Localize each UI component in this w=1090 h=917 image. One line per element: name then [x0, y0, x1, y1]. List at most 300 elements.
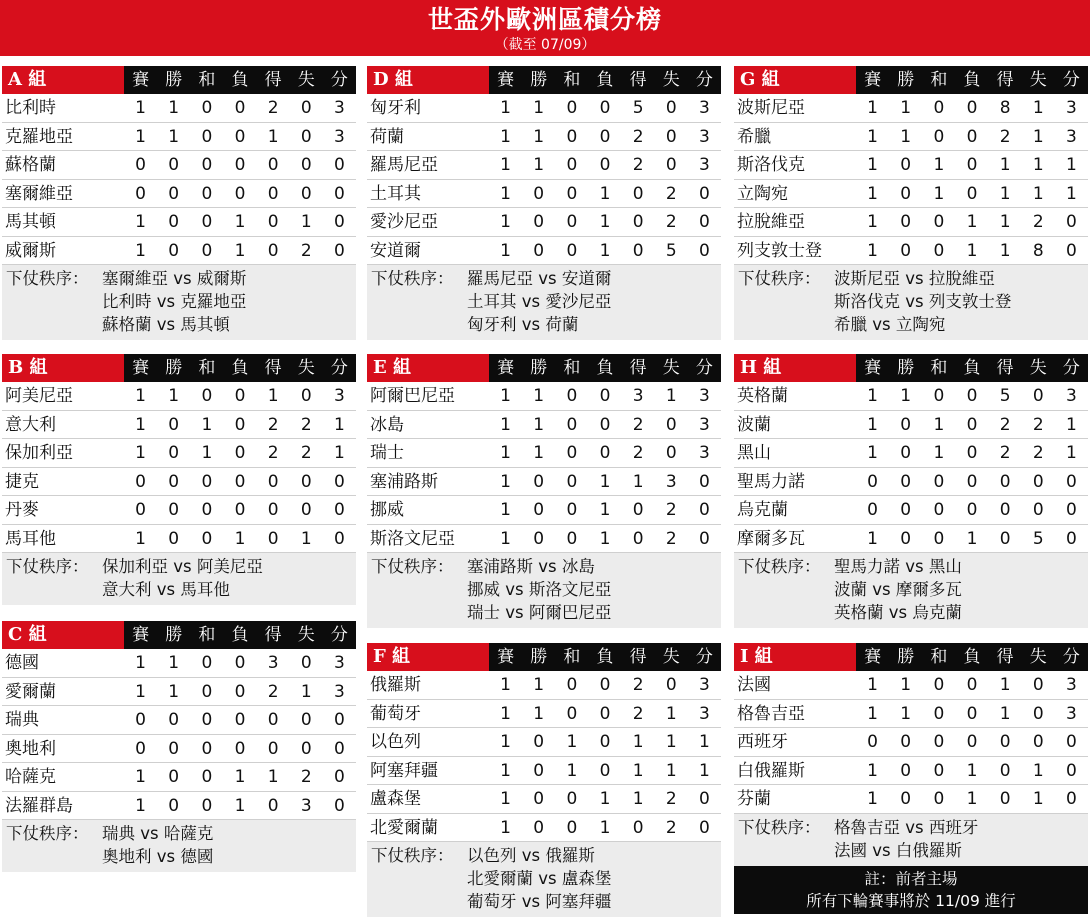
stat-cell: 2	[999, 414, 1011, 435]
stat-cell: 0	[966, 155, 978, 175]
team-name: 芬蘭	[737, 789, 771, 809]
fixture-line	[738, 816, 1088, 839]
stat-cell: 1	[900, 675, 912, 695]
fixture-match: 法國 vs 白俄羅斯	[834, 840, 962, 860]
stat-cell: 0	[632, 183, 644, 204]
team-name: 荷蘭	[370, 126, 404, 147]
next-fixtures	[2, 265, 356, 340]
stat-cell: 3	[334, 126, 345, 147]
stat-cell: 1	[599, 183, 611, 204]
column-header: 和	[198, 625, 216, 645]
table-row	[734, 237, 1088, 266]
stat-cell: 1	[334, 443, 345, 463]
group-7	[734, 354, 1088, 628]
column-header: 分	[1062, 358, 1080, 378]
team-name: 希臘	[737, 126, 771, 147]
fixture-line	[6, 290, 356, 313]
stat-cell: 0	[267, 155, 279, 175]
stat-cell: 2	[632, 703, 644, 724]
stat-cell: 1	[500, 212, 511, 232]
stat-cell: 0	[966, 183, 978, 204]
column-header: 負	[596, 70, 614, 90]
stat-cell: 2	[665, 500, 677, 520]
fixture-line	[6, 313, 356, 336]
table-row	[367, 468, 721, 497]
stat-cell: 2	[665, 528, 677, 549]
stat-cell: 5	[632, 98, 644, 118]
stat-cell: 0	[533, 212, 545, 232]
stat-cell: 0	[135, 500, 146, 520]
stat-cell: 1	[999, 675, 1011, 695]
fixture-match: 保加利亞 vs 阿美尼亞	[102, 557, 263, 576]
fixture-line	[738, 313, 1088, 336]
stat-cell: 1	[500, 183, 511, 204]
fixtures-label: 下仗秩序：	[738, 557, 821, 576]
stat-cell: 0	[699, 817, 710, 838]
table-row	[2, 439, 356, 468]
stat-cell: 0	[632, 500, 644, 520]
stat-cell: 1	[599, 528, 611, 549]
stat-cell: 0	[900, 414, 912, 435]
fixtures-label-spacer	[371, 313, 467, 336]
stat-cell: 0	[168, 471, 180, 492]
team-name: 葡萄牙	[370, 703, 421, 724]
stat-cell: 0	[933, 760, 945, 781]
group-5	[367, 643, 721, 917]
column-header: 賽	[132, 70, 150, 90]
column-header: 勝	[165, 625, 183, 645]
column-header: 賽	[864, 358, 882, 378]
fixture-match: 土耳其 vs 愛沙尼亞	[467, 292, 612, 311]
stat-cell: 0	[900, 443, 912, 463]
stat-cell: 0	[599, 760, 611, 781]
stat-cell: 0	[699, 789, 710, 809]
next-fixtures	[367, 842, 721, 917]
group-header	[367, 643, 721, 671]
column-header: 勝	[165, 70, 183, 90]
group-0	[2, 66, 356, 340]
column-header: 賽	[132, 625, 150, 645]
stat-cell: 0	[533, 732, 545, 752]
column-header: 得	[264, 70, 282, 90]
stat-cell: 0	[966, 443, 978, 463]
column-header: 分	[330, 625, 348, 645]
stat-cell: 0	[665, 155, 677, 175]
stat-cell: 3	[300, 795, 312, 816]
fixtures-label-spacer	[738, 290, 834, 313]
fixture-line	[6, 845, 356, 868]
team-name: 愛沙尼亞	[370, 212, 438, 232]
stat-cell: 0	[933, 240, 945, 261]
stat-cell: 1	[566, 732, 578, 752]
stat-cell: 0	[900, 212, 912, 232]
stat-cell: 2	[1032, 414, 1044, 435]
stat-cell: 0	[135, 155, 146, 175]
stat-cell: 0	[168, 183, 180, 204]
team-name: 瑞士	[370, 443, 404, 463]
stat-cell: 1	[1032, 789, 1044, 809]
stat-cell: 0	[933, 471, 945, 492]
stat-cell: 1	[867, 183, 878, 204]
stat-cell: 2	[300, 414, 312, 435]
stat-cell: 0	[966, 126, 978, 147]
stat-cell: 0	[267, 240, 279, 261]
stat-cell: 1	[533, 703, 545, 724]
fixture-line	[738, 578, 1088, 601]
stat-cell: 0	[201, 212, 213, 232]
stat-cell: 1	[201, 443, 213, 463]
stat-cell: 0	[1066, 528, 1077, 549]
table-row	[367, 671, 721, 700]
stat-cell: 1	[867, 528, 878, 549]
stat-cell: 0	[933, 528, 945, 549]
stat-cell: 0	[966, 98, 978, 118]
stat-cell: 1	[500, 240, 511, 261]
stat-cell: 0	[699, 240, 710, 261]
stat-cell: 2	[632, 414, 644, 435]
table-row	[367, 700, 721, 729]
stat-cell: 0	[168, 767, 180, 787]
team-name: 愛爾蘭	[5, 681, 56, 702]
fixture-match: 瑞士 vs 阿爾巴尼亞	[467, 603, 612, 622]
fixtures-label: 下仗秩序：	[6, 557, 89, 576]
stat-cell: 0	[933, 126, 945, 147]
team-name: 安道爾	[370, 240, 421, 261]
stat-cell: 0	[933, 212, 945, 232]
fixture-line	[738, 601, 1088, 624]
footnote-line-2: 所有下輪賽事將於 11/09 進行	[806, 892, 1016, 910]
stat-cell: 0	[566, 98, 578, 118]
next-fixtures	[367, 553, 721, 628]
stat-cell: 0	[1032, 500, 1044, 520]
stat-cell: 0	[135, 710, 146, 730]
stat-cell: 1	[1066, 183, 1077, 204]
team-name: 英格蘭	[737, 386, 788, 406]
stat-cell: 1	[533, 98, 545, 118]
stat-cell: 2	[300, 240, 312, 261]
group-name: A 組	[2, 66, 124, 94]
fixture-line	[6, 267, 356, 290]
stat-cell: 1	[867, 414, 878, 435]
column-header: 分	[695, 70, 713, 90]
stat-cell: 0	[699, 471, 710, 492]
column-header: 負	[963, 358, 981, 378]
column-header: 失	[662, 358, 680, 378]
stat-cell: 1	[168, 681, 180, 702]
stat-cell: 5	[1032, 528, 1044, 549]
table-row	[367, 151, 721, 180]
stat-cell: 0	[699, 183, 710, 204]
stat-cell: 0	[135, 738, 146, 759]
stat-cell: 1	[135, 414, 146, 435]
stat-cell: 1	[300, 528, 312, 549]
column-header: 賽	[864, 70, 882, 90]
fixtures-label-spacer	[738, 839, 834, 862]
stat-cell: 2	[665, 817, 677, 838]
stat-cell: 1	[267, 767, 279, 787]
stat-cell: 0	[267, 528, 279, 549]
stat-cell: 0	[300, 653, 312, 673]
stat-cell: 1	[168, 386, 180, 406]
stat-cell: 0	[867, 500, 878, 520]
table-row	[367, 814, 721, 843]
group-header	[734, 354, 1088, 382]
stat-cell: 1	[966, 528, 978, 549]
team-name: 烏克蘭	[737, 500, 788, 520]
fixtures-label-spacer	[371, 890, 467, 913]
stat-cell: 0	[599, 126, 611, 147]
table-row	[367, 496, 721, 525]
stat-cell: 0	[201, 155, 213, 175]
stat-cell: 0	[966, 386, 978, 406]
fixtures-label-spacer	[738, 601, 834, 624]
stat-cell: 2	[267, 414, 279, 435]
stat-cell: 0	[135, 183, 146, 204]
stat-cell: 1	[168, 98, 180, 118]
stat-cell: 1	[900, 703, 912, 724]
table-row	[2, 208, 356, 237]
table-row	[2, 237, 356, 266]
stat-cell: 1	[234, 240, 246, 261]
stat-cell: 0	[933, 789, 945, 809]
team-name: 瑞典	[5, 710, 39, 730]
team-name: 北愛爾蘭	[370, 817, 438, 838]
stat-cell: 2	[1032, 212, 1044, 232]
group-6	[734, 66, 1088, 340]
stat-cell: 0	[168, 155, 180, 175]
stat-cell: 0	[900, 500, 912, 520]
stat-cell: 1	[500, 386, 511, 406]
team-name: 俄羅斯	[370, 675, 421, 695]
stat-cell: 0	[867, 732, 878, 752]
stat-cell: 0	[267, 500, 279, 520]
stat-cell: 0	[1032, 703, 1044, 724]
team-name: 西班牙	[737, 732, 788, 752]
stat-cell: 0	[334, 710, 345, 730]
table-row	[367, 382, 721, 411]
stat-cell: 0	[267, 212, 279, 232]
team-name: 法國	[737, 675, 771, 695]
stat-cell: 3	[1066, 126, 1077, 147]
stat-cell: 0	[533, 183, 545, 204]
stat-cell: 0	[300, 738, 312, 759]
column-header: 失	[1029, 358, 1047, 378]
stat-cell: 2	[632, 675, 644, 695]
stat-cell: 2	[267, 98, 279, 118]
stat-cell: 3	[334, 98, 345, 118]
stat-cell: 1	[500, 528, 511, 549]
column-header: 和	[563, 358, 581, 378]
stat-cell: 1	[135, 767, 146, 787]
table-row	[367, 785, 721, 814]
stat-cell: 0	[234, 414, 246, 435]
fixture-match: 北愛爾蘭 vs 盧森堡	[467, 869, 612, 888]
stat-cell: 3	[334, 386, 345, 406]
stat-cell: 0	[533, 817, 545, 838]
stat-cell: 1	[533, 414, 545, 435]
column-header: 和	[198, 70, 216, 90]
stat-cell: 1	[665, 703, 677, 724]
stat-cell: 0	[966, 414, 978, 435]
stat-cell: 0	[334, 738, 345, 759]
stat-cell: 0	[566, 528, 578, 549]
stat-cell: 0	[699, 528, 710, 549]
stat-cell: 1	[867, 386, 878, 406]
stat-cell: 0	[334, 212, 345, 232]
table-row	[734, 700, 1088, 729]
stat-cell: 0	[966, 675, 978, 695]
stat-cell: 0	[201, 528, 213, 549]
stat-cell: 0	[168, 240, 180, 261]
stat-cell: 1	[632, 471, 644, 492]
column-header: 賽	[497, 358, 515, 378]
stat-cell: 0	[234, 710, 246, 730]
table-row	[2, 123, 356, 152]
stat-cell: 1	[665, 760, 677, 781]
stat-cell: 0	[900, 471, 912, 492]
next-fixtures	[734, 265, 1088, 340]
stat-cell: 0	[1066, 760, 1077, 781]
stat-cell: 0	[632, 817, 644, 838]
stat-cell: 0	[135, 471, 146, 492]
table-row	[367, 123, 721, 152]
stat-cell: 1	[533, 675, 545, 695]
column-header: 失	[662, 70, 680, 90]
table-row	[734, 757, 1088, 786]
table-row	[2, 763, 356, 792]
page-title: 世盃外歐洲區積分榜	[427, 5, 662, 34]
column-header: 和	[563, 70, 581, 90]
column-header: 負	[231, 70, 249, 90]
stat-cell: 0	[900, 240, 912, 261]
stat-cell: 1	[500, 414, 511, 435]
fixtures-label: 下仗秩序：	[738, 817, 821, 837]
stat-cell: 1	[966, 760, 978, 781]
column-header: 和	[198, 358, 216, 378]
stat-cell: 0	[665, 443, 677, 463]
stat-cell: 1	[500, 98, 511, 118]
stat-cell: 1	[500, 732, 511, 752]
stat-cell: 0	[599, 414, 611, 435]
team-name: 羅馬尼亞	[370, 155, 438, 175]
fixture-match: 以色列 vs 俄羅斯	[467, 846, 595, 865]
stat-cell: 0	[933, 98, 945, 118]
column-header: 負	[963, 70, 981, 90]
fixtures-label: 下仗秩序：	[738, 269, 821, 288]
group-4	[367, 354, 721, 628]
stat-cell: 0	[1066, 789, 1077, 809]
stat-cell: 2	[999, 443, 1011, 463]
stat-cell: 1	[699, 760, 710, 781]
stat-cell: 1	[933, 414, 945, 435]
fixture-line	[371, 267, 721, 290]
fixtures-label: 下仗秩序：	[371, 846, 454, 865]
fixture-match: 葡萄牙 vs 阿塞拜疆	[467, 892, 612, 911]
stat-cell: 3	[699, 98, 710, 118]
stat-cell: 1	[135, 443, 146, 463]
fixture-match: 羅馬尼亞 vs 安道爾	[467, 269, 612, 288]
fixture-match: 塞浦路斯 vs 冰島	[467, 557, 595, 576]
stat-cell: 1	[500, 500, 511, 520]
stat-cell: 1	[933, 155, 945, 175]
fixtures-label-spacer	[371, 290, 467, 313]
stat-cell: 2	[632, 443, 644, 463]
group-2	[2, 621, 356, 872]
stat-cell: 0	[933, 703, 945, 724]
stat-cell: 0	[566, 155, 578, 175]
stat-cell: 3	[699, 126, 710, 147]
stat-cell: 1	[1032, 155, 1044, 175]
stat-cell: 0	[267, 183, 279, 204]
stat-cell: 1	[135, 240, 146, 261]
fixture-line	[6, 578, 356, 601]
stat-cell: 1	[599, 471, 611, 492]
stat-cell: 3	[267, 653, 279, 673]
stat-cell: 1	[1066, 443, 1077, 463]
column-header: 負	[231, 358, 249, 378]
stat-cell: 1	[867, 789, 878, 809]
stat-cell: 0	[900, 183, 912, 204]
group-1	[2, 354, 356, 605]
stat-cell: 1	[267, 386, 279, 406]
stat-cell: 0	[201, 681, 213, 702]
stat-cell: 0	[566, 386, 578, 406]
fixture-line	[738, 267, 1088, 290]
page-subtitle: （截至 07/09）	[494, 37, 596, 53]
stat-cell: 0	[1032, 386, 1044, 406]
stat-cell: 1	[599, 212, 611, 232]
stat-cell: 0	[566, 414, 578, 435]
stat-cell: 0	[334, 528, 345, 549]
table-row	[734, 382, 1088, 411]
stat-cell: 0	[201, 653, 213, 673]
stat-cell: 0	[201, 386, 213, 406]
footnote-line-1: 註：前者主場	[864, 870, 958, 888]
team-name: 克羅地亞	[5, 126, 73, 147]
fixtures-label-spacer	[738, 313, 834, 336]
stat-cell: 0	[632, 240, 644, 261]
stat-cell: 1	[867, 126, 878, 147]
column-header: 分	[330, 358, 348, 378]
team-name: 盧森堡	[370, 789, 421, 809]
fixture-line	[738, 839, 1088, 862]
stat-cell: 0	[966, 732, 978, 752]
table-row	[2, 706, 356, 735]
stat-cell: 1	[500, 703, 511, 724]
table-row	[734, 468, 1088, 497]
stat-cell: 1	[135, 795, 146, 816]
stat-cell: 0	[201, 240, 213, 261]
stat-cell: 1	[135, 126, 146, 147]
stat-cell: 1	[599, 817, 611, 838]
group-header	[2, 66, 356, 94]
team-name: 波蘭	[737, 414, 771, 435]
stat-cell: 0	[599, 703, 611, 724]
team-name: 丹麥	[5, 500, 39, 520]
fixtures-label-spacer	[6, 290, 102, 313]
stat-cell: 0	[234, 126, 246, 147]
stat-cell: 0	[168, 500, 180, 520]
stat-cell: 0	[267, 471, 279, 492]
stat-cell: 0	[900, 528, 912, 549]
column-header: 失	[662, 647, 680, 667]
table-row	[2, 180, 356, 209]
stat-cell: 0	[234, 471, 246, 492]
table-row	[2, 94, 356, 123]
column-header: 得	[264, 625, 282, 645]
fixtures-label-spacer	[371, 601, 467, 624]
team-name: 德國	[5, 653, 39, 673]
